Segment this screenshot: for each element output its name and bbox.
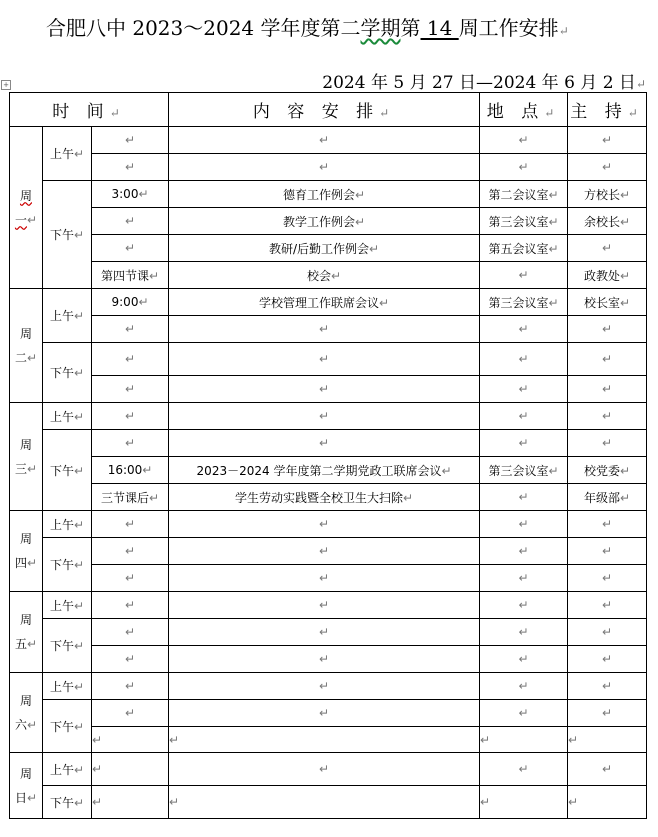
- content-cell[interactable]: ↵: [169, 127, 480, 154]
- time-cell[interactable]: ↵: [92, 316, 169, 343]
- am-label: 上午↵: [43, 127, 92, 181]
- content-cell[interactable]: 校会↵: [169, 262, 480, 289]
- content-cell[interactable]: 德育工作例会↵: [169, 181, 480, 208]
- day-cell-tue: 周 二↵: [10, 289, 43, 403]
- place-cell[interactable]: ↵: [480, 700, 568, 727]
- place-cell[interactable]: 第五会议室↵: [480, 235, 568, 262]
- content-cell[interactable]: ↵: [169, 700, 480, 727]
- day-cell-sat: 周 六↵: [10, 673, 43, 753]
- place-cell[interactable]: ↵: [480, 316, 568, 343]
- host-cell[interactable]: 政教处↵: [568, 262, 647, 289]
- host-cell[interactable]: ↵: [568, 127, 647, 154]
- time-cell[interactable]: ↵: [92, 565, 169, 592]
- time-cell[interactable]: ↵: [92, 511, 169, 538]
- table-row: [10, 484, 647, 511]
- host-cell[interactable]: ↵: [568, 376, 647, 403]
- host-cell[interactable]: ↵: [568, 646, 647, 673]
- host-cell[interactable]: ↵: [568, 154, 647, 181]
- place-cell[interactable]: ↵: [480, 538, 568, 565]
- am-label: 上午↵: [43, 753, 92, 786]
- content-cell[interactable]: 教学工作例会↵: [169, 208, 480, 235]
- host-cell[interactable]: 校长室↵: [568, 289, 647, 316]
- content-cell[interactable]: 2023－2024 学年度第二学期党政工联席会议↵: [169, 457, 480, 484]
- table-row: [10, 403, 647, 430]
- place-cell[interactable]: ↵: [480, 786, 568, 819]
- place-cell[interactable]: ↵: [480, 619, 568, 646]
- time-cell[interactable]: ↵: [92, 235, 169, 262]
- place-cell[interactable]: ↵: [480, 154, 568, 181]
- time-cell[interactable]: ↵: [92, 343, 169, 376]
- table-row: [10, 262, 647, 289]
- pm-label: 下午↵: [43, 619, 92, 673]
- content-cell[interactable]: ↵: [169, 154, 480, 181]
- place-cell[interactable]: ↵: [480, 262, 568, 289]
- table-row: [10, 727, 647, 753]
- time-cell[interactable]: ↵: [92, 592, 169, 619]
- host-cell[interactable]: ↵: [568, 235, 647, 262]
- content-cell[interactable]: ↵: [169, 786, 480, 819]
- table-row: [10, 343, 647, 376]
- content-cell[interactable]: ↵: [169, 646, 480, 673]
- table-row: [10, 457, 647, 484]
- content-cell[interactable]: ↵: [169, 376, 480, 403]
- header-time: 时 间↵: [10, 93, 169, 127]
- time-cell[interactable]: ↵: [92, 646, 169, 673]
- place-cell[interactable]: ↵: [480, 376, 568, 403]
- header-place: 地 点↵: [480, 93, 568, 127]
- time-cell[interactable]: 3:00↵: [92, 181, 169, 208]
- host-cell[interactable]: ↵: [568, 511, 647, 538]
- day-cell-wed: 周 三↵: [10, 403, 43, 511]
- am-label: 上午↵: [43, 403, 92, 430]
- table-row: [10, 511, 647, 538]
- place-cell[interactable]: ↵: [480, 484, 568, 511]
- time-cell[interactable]: ↵: [92, 208, 169, 235]
- schedule-table: [9, 92, 647, 819]
- pm-label: 下午↵: [43, 700, 92, 753]
- host-cell[interactable]: ↵: [568, 786, 647, 819]
- time-cell[interactable]: ↵: [92, 376, 169, 403]
- place-cell[interactable]: ↵: [480, 565, 568, 592]
- table-row: [10, 235, 647, 262]
- content-cell[interactable]: ↵: [169, 538, 480, 565]
- document-title: 合肥八中 2023～2024 学年度第二学期第 14 周工作安排↵: [46, 16, 569, 40]
- am-label: 上午↵: [43, 592, 92, 619]
- host-cell[interactable]: ↵: [568, 673, 647, 700]
- time-cell[interactable]: ↵: [92, 673, 169, 700]
- place-cell[interactable]: ↵: [480, 343, 568, 376]
- time-cell[interactable]: ↵: [92, 727, 169, 753]
- header-content: 内 容 安 排↵: [169, 93, 480, 127]
- place-cell[interactable]: ↵: [480, 646, 568, 673]
- pm-label: 下午↵: [43, 786, 92, 819]
- am-label: 上午↵: [43, 289, 92, 343]
- time-cell[interactable]: ↵: [92, 403, 169, 430]
- time-cell[interactable]: ↵: [92, 430, 169, 457]
- content-cell[interactable]: ↵: [169, 430, 480, 457]
- host-cell[interactable]: 年级部↵: [568, 484, 647, 511]
- am-label: 上午↵: [43, 511, 92, 538]
- host-cell[interactable]: ↵: [568, 565, 647, 592]
- time-cell[interactable]: 三节课后↵: [92, 484, 169, 511]
- place-cell[interactable]: ↵: [480, 430, 568, 457]
- time-cell[interactable]: ↵: [92, 700, 169, 727]
- pm-label: 下午↵: [43, 181, 92, 289]
- place-cell[interactable]: 第三会议室↵: [480, 289, 568, 316]
- host-cell[interactable]: ↵: [568, 592, 647, 619]
- place-cell[interactable]: 第三会议室↵: [480, 208, 568, 235]
- host-cell[interactable]: ↵: [568, 430, 647, 457]
- header-host: 主 持↵: [568, 93, 647, 127]
- host-cell[interactable]: ↵: [568, 753, 647, 786]
- place-cell[interactable]: ↵: [480, 727, 568, 753]
- pm-label: 下午↵: [43, 430, 92, 511]
- table-row: [10, 208, 647, 235]
- table-row: [10, 592, 647, 619]
- place-cell[interactable]: ↵: [480, 127, 568, 154]
- place-cell[interactable]: 第二会议室↵: [480, 181, 568, 208]
- host-cell[interactable]: ↵: [568, 316, 647, 343]
- place-cell[interactable]: ↵: [480, 511, 568, 538]
- content-cell[interactable]: ↵: [169, 565, 480, 592]
- content-cell[interactable]: 学生劳动实践暨全校卫生大扫除↵: [169, 484, 480, 511]
- place-cell[interactable]: ↵: [480, 403, 568, 430]
- host-cell[interactable]: ↵: [568, 403, 647, 430]
- host-cell[interactable]: 余校长↵: [568, 208, 647, 235]
- content-cell[interactable]: 教研/后勤工作例会↵: [169, 235, 480, 262]
- am-label: 上午↵: [43, 673, 92, 700]
- place-cell[interactable]: ↵: [480, 753, 568, 786]
- table-row: [10, 646, 647, 673]
- table-row: [10, 786, 647, 819]
- table-row: [10, 753, 647, 786]
- table-row: [10, 619, 647, 646]
- host-cell[interactable]: ↵: [568, 343, 647, 376]
- day-cell-thu: 周 四↵: [10, 511, 43, 592]
- table-row: [10, 154, 647, 181]
- place-cell[interactable]: ↵: [480, 673, 568, 700]
- table-row: [10, 316, 647, 343]
- content-cell[interactable]: ↵: [169, 619, 480, 646]
- table-row: [10, 673, 647, 700]
- table-row: [10, 127, 647, 154]
- time-cell[interactable]: ↵: [92, 753, 169, 786]
- table-row: [10, 289, 647, 316]
- table-row: [10, 181, 647, 208]
- time-cell[interactable]: ↵: [92, 538, 169, 565]
- time-cell[interactable]: ↵: [92, 786, 169, 819]
- content-cell[interactable]: ↵: [169, 673, 480, 700]
- header-row: [10, 93, 647, 127]
- time-cell[interactable]: ↵: [92, 127, 169, 154]
- host-cell[interactable]: ↵: [568, 619, 647, 646]
- host-cell[interactable]: 方校长↵: [568, 181, 647, 208]
- pm-label: 下午↵: [43, 343, 92, 403]
- day-cell-fri: 周 五↵: [10, 592, 43, 673]
- host-cell[interactable]: ↵: [568, 700, 647, 727]
- time-cell[interactable]: ↵: [92, 619, 169, 646]
- content-cell[interactable]: ↵: [169, 727, 480, 753]
- content-cell[interactable]: ↵: [169, 316, 480, 343]
- table-move-handle[interactable]: +: [1, 80, 11, 90]
- content-cell[interactable]: ↵: [169, 403, 480, 430]
- table-row: [10, 565, 647, 592]
- content-cell[interactable]: ↵: [169, 753, 480, 786]
- time-cell[interactable]: 9:00↵: [92, 289, 169, 316]
- time-cell[interactable]: ↵: [92, 154, 169, 181]
- place-cell[interactable]: ↵: [480, 592, 568, 619]
- content-cell[interactable]: 学校管理工作联席会议↵: [169, 289, 480, 316]
- table-row: [10, 538, 647, 565]
- content-cell[interactable]: ↵: [169, 592, 480, 619]
- time-cell[interactable]: 16:00↵: [92, 457, 169, 484]
- date-range: 2024 年 5 月 27 日—2024 年 6 月 2 日↵: [322, 73, 646, 93]
- day-cell-mon: 周 一↵: [10, 127, 43, 289]
- content-cell[interactable]: ↵: [169, 343, 480, 376]
- content-cell[interactable]: ↵: [169, 511, 480, 538]
- host-cell[interactable]: ↵: [568, 538, 647, 565]
- day-cell-sun: 周 日↵: [10, 753, 43, 819]
- table-row: [10, 700, 647, 727]
- table-row: [10, 376, 647, 403]
- table-row: [10, 430, 647, 457]
- host-cell[interactable]: 校党委↵: [568, 457, 647, 484]
- place-cell[interactable]: 第三会议室↵: [480, 457, 568, 484]
- host-cell[interactable]: ↵: [568, 727, 647, 753]
- pm-label: 下午↵: [43, 538, 92, 592]
- time-cell[interactable]: 第四节课↵: [92, 262, 169, 289]
